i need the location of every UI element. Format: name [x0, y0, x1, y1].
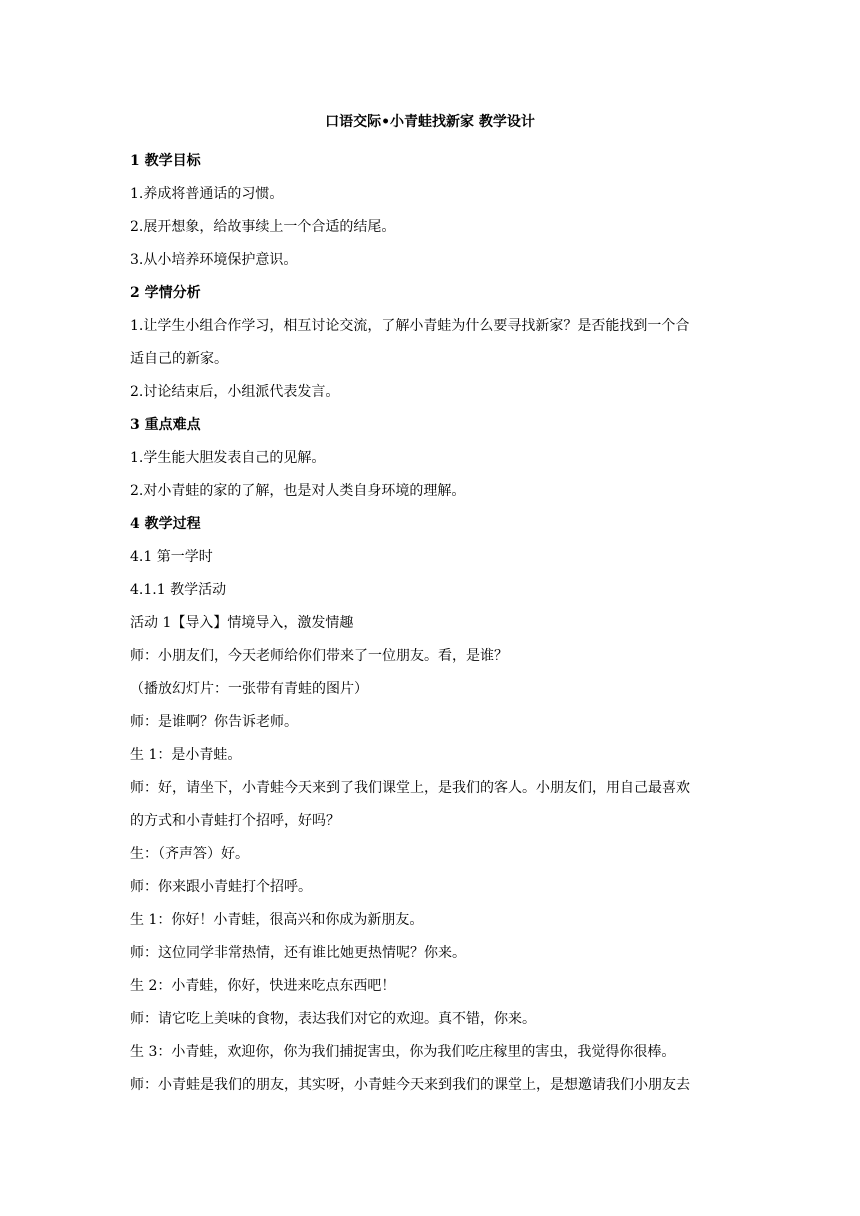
text-line: 师：是谁啊？你告诉老师。 [130, 714, 298, 730]
text-line: （播放幻灯片：一张带有青蛙的图片） [130, 681, 368, 697]
text-line: 4.1.1 教学活动 [130, 582, 227, 598]
text-line: 2.展开想象，给故事续上一个合适的结尾。 [130, 219, 396, 235]
text-line: 1.让学生小组合作学习，相互讨论交流，了解小青蛙为什么要寻找新家？是否能找到一个合 [130, 318, 690, 334]
text-line: 1.学生能大胆发表自己的见解。 [130, 450, 326, 466]
text-line: 生 3：小青蛙，欢迎你，你为我们捕捉害虫，你为我们吃庄稼里的害虫，我觉得你很棒。 [130, 1044, 676, 1060]
section-heading: 1 教学目标 [130, 153, 201, 169]
section-heading: 2 学情分析 [130, 285, 201, 301]
text-line: 2.对小青蛙的家的了解，也是对人类自身环境的理解。 [130, 483, 466, 499]
text-line: 师：小青蛙是我们的朋友，其实呀，小青蛙今天来到我们的课堂上，是想邀请我们小朋友去 [130, 1077, 690, 1093]
section-heading: 4 教学过程 [130, 516, 201, 532]
text-line: 师：这位同学非常热情，还有谁比她更热情呢？你来。 [130, 945, 466, 961]
text-line: 师：你来跟小青蛙打个招呼。 [130, 879, 312, 895]
text-line: 生 1：你好！小青蛙，很高兴和你成为新朋友。 [130, 912, 424, 928]
text-line: 活动 1【导入】情境导入，激发情趣 [130, 615, 354, 631]
text-line: 适自己的新家。 [130, 351, 228, 367]
text-line: 生 2：小青蛙，你好，快进来吃点东西吧！ [130, 978, 396, 994]
text-line: 师：小朋友们，今天老师给你们带来了一位朋友。看，是谁？ [130, 648, 508, 664]
text-line: 2.讨论结束后，小组派代表发言。 [130, 384, 340, 400]
text-line: 的方式和小青蛙打个招呼，好吗？ [130, 813, 340, 829]
text-line: 1.养成将普通话的习惯。 [130, 186, 284, 202]
section-heading: 3 重点难点 [130, 417, 201, 433]
text-line: 生 1：是小青蛙。 [130, 747, 242, 763]
text-line: 师：好，请坐下，小青蛙今天来到了我们课堂上，是我们的客人。小朋友们，用自己最喜欢 [130, 780, 690, 796]
document-body [130, 145, 730, 1102]
text-line: 生：（齐声答）好。 [130, 846, 249, 862]
text-line: 3.从小培养环境保护意识。 [130, 252, 298, 268]
text-line: 4.1 第一学时 [130, 549, 213, 565]
document-title: 口语交际•小青蛙找新家 教学设计 [325, 114, 535, 130]
text-line: 师：请它吃上美味的食物，表达我们对它的欢迎。真不错，你来。 [130, 1011, 536, 1027]
